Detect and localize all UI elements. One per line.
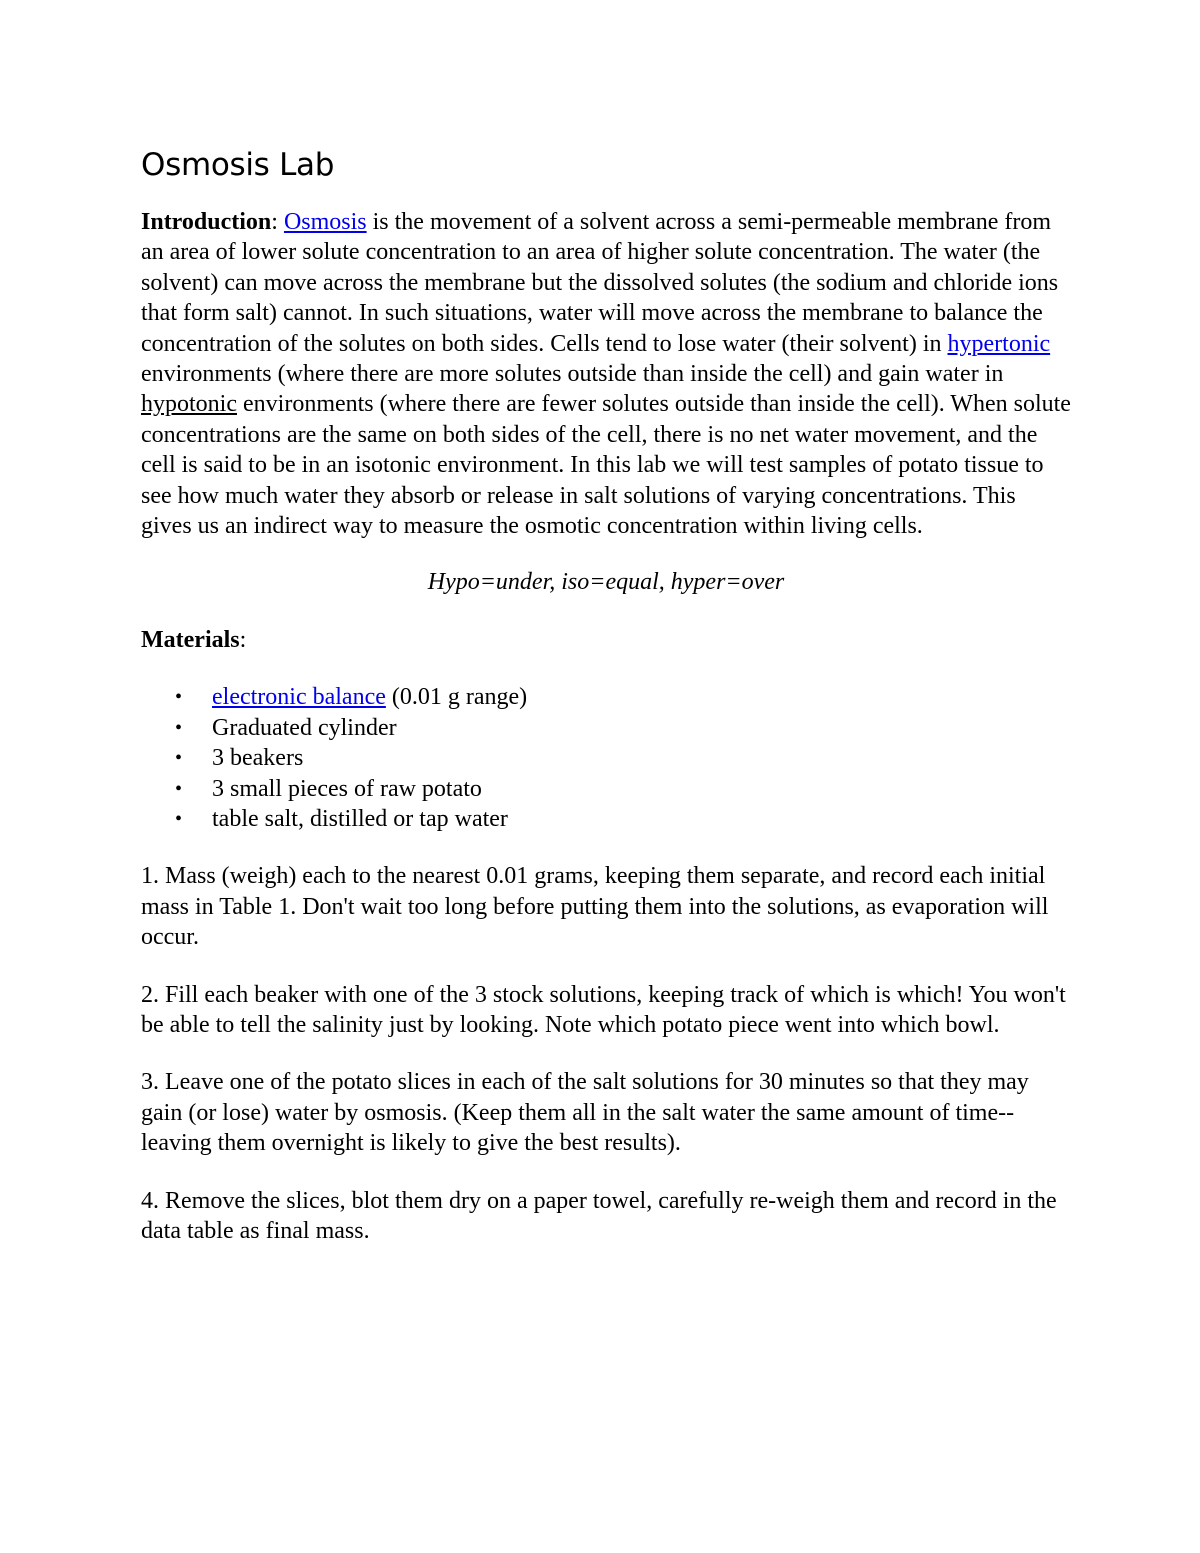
list-item (141, 743, 1071, 773)
bullet-icon: • (175, 686, 183, 709)
procedure-step-2: 2. Fill each beaker with one of the 3 stock solutions, keeping track of which is which! You won't be able to tell the salinity just by looking. Note which potato piece went into which bowl. (141, 981, 1066, 1038)
procedure-step-4: 4. Remove the slices, blot them dry on a paper towel, carefully re-weigh them and record in the data table as final mass. (141, 1187, 1057, 1244)
procedure-step-1: 1. Mass (weigh) each to the nearest 0.01 grams, keeping them separate, and record each initial mass in Table 1. Don't wait too long before putting them into the solutions, as evaporation will occur. (141, 863, 1049, 951)
intro-text-3: environments (where there are fewer solutes outside than inside the cell). When solute concentrations are the same on both sides of the cell, there is no net water movement, and the cell is said to be in an isotonic environment. In this lab we will test samples of potato tissue to see how much water they absorb or release in salt solutions of varying concentrations. This gives us an indirect way to measure the osmotic concentration within living cells. (141, 391, 1071, 540)
list-item (141, 682, 1071, 712)
hypertonic-link[interactable]: hypertonic (947, 330, 1051, 357)
intro-colon: : (271, 209, 284, 235)
list-item-text: 3 small pieces of raw potato (212, 775, 482, 802)
bullet-icon: • (175, 716, 183, 739)
list-item-text: 3 beakers (212, 745, 304, 772)
prefix-mnemonic: Hypo=under, iso=equal, hyper=over (427, 569, 785, 596)
procedure-step-3: 3. Leave one of the potato slices in each of the salt solutions for 30 minutes so that they may gain (or lose) water by osmosis. (Keep them all in the salt water the same amount of time--leaving them overnight is likely to give the best results). (141, 1069, 1029, 1157)
electronic-balance-link[interactable]: electronic balance (212, 684, 386, 711)
page-title: Osmosis Lab (141, 147, 335, 183)
materials-heading (141, 625, 1071, 655)
list-item (141, 713, 1071, 743)
list-item (141, 804, 1071, 834)
hypotonic-term: hypotonic (141, 391, 237, 418)
intro-paragraph (141, 207, 1071, 541)
bullet-icon: • (175, 807, 183, 830)
document-page (141, 140, 1071, 1273)
bullet-icon: • (175, 777, 183, 800)
list-item-text: (0.01 g range) (385, 684, 528, 711)
intro-label: Introduction (141, 209, 272, 235)
intro-text-1: is the movement of a solvent across a semi-permeable membrane from an area of lower solute concentration to an area of higher solute concentration. The water (the solvent) can move across the membrane but the dissolved solutes (the sodium and chloride ions that form salt) cannot. In such situations, water will move across the membrane to balance the concentration of the solutes on both sides. Cells tend to lose water (their solvent) in (141, 209, 1059, 357)
list-item-text: table salt, distilled or tap water (212, 805, 508, 832)
materials-label: Materials (141, 626, 240, 653)
list-item-text: Graduated cylinder (212, 714, 397, 741)
list-item (141, 774, 1071, 804)
bullet-icon: • (175, 747, 183, 770)
intro-text-2: environments (where there are more solutes outside than inside the cell) and gain water in (141, 361, 1004, 388)
osmosis-link[interactable]: Osmosis (283, 209, 367, 235)
materials-list (141, 682, 1071, 834)
materials-colon: : (239, 626, 247, 653)
